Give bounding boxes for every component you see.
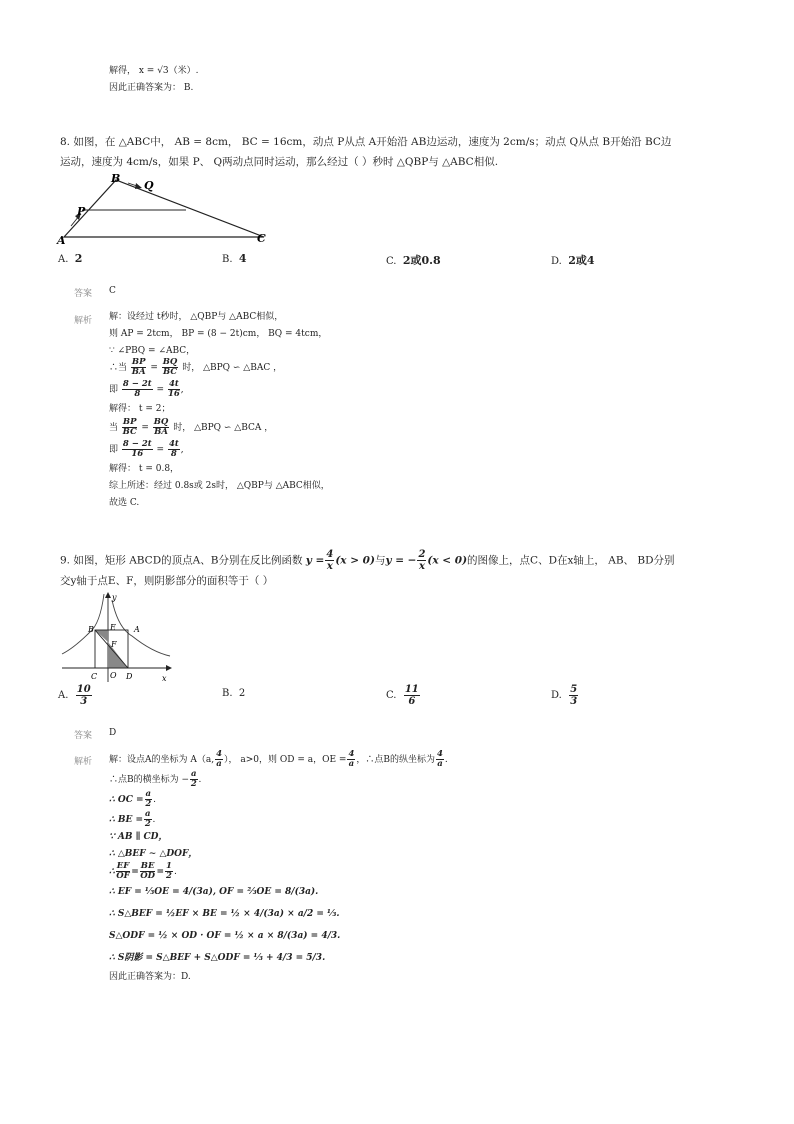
- q8-sol4-frac1: [131, 358, 147, 377]
- frac-num: 4: [348, 749, 355, 759]
- q8-solution-line-6: 解得： t = 2；: [109, 404, 171, 414]
- q8-sol4-post: 时， △BPQ ∽ △BAC ，: [182, 363, 283, 373]
- q9-label-b: B: [88, 625, 94, 634]
- q8-solution-line-11: 故选 C.: [109, 498, 140, 508]
- q9-sol1-frac2: [347, 750, 355, 769]
- q8-sol7-frac2: [153, 418, 170, 437]
- q8-option-b-key: B.: [222, 254, 233, 265]
- q8-option-b-value: 4: [238, 252, 247, 265]
- q8-triangle-figure: [56, 170, 276, 250]
- frac-num: 4t: [168, 439, 179, 449]
- frac-den: x: [326, 561, 333, 572]
- q9-fn2-frac: [417, 549, 426, 572]
- frac-den: BA: [154, 427, 168, 437]
- q9-solution-line-4: ∴ BE = $\frac{a}{2}$ .: [109, 809, 156, 829]
- q8-option-c-key: C.: [386, 256, 397, 267]
- q9-option-a: [58, 684, 93, 707]
- frac-num: BE: [140, 861, 155, 871]
- q8-sol4-pre: ∴当: [109, 363, 128, 373]
- frac-num: 8 − 2t: [122, 379, 152, 389]
- frac-den: 2: [166, 871, 172, 881]
- q8-option-c-value: 2或0.8: [402, 254, 441, 267]
- frac-num: BP: [131, 357, 146, 367]
- q9-label-f: F: [111, 640, 117, 649]
- q9-stem-line-1: [60, 549, 675, 572]
- frac-den: 3: [80, 696, 88, 707]
- q9-answer-value: D: [109, 728, 117, 738]
- q8-sol7-frac1: [122, 418, 138, 437]
- q9-option-d-key: D.: [551, 690, 562, 701]
- q9-solution-line-11: ∴ S阴影 = S△BEF + S△ODF = ⅓ + 4/3 = 5/3.: [109, 953, 326, 963]
- q9-sol1-d: .: [444, 755, 448, 765]
- q9-sol2-a: ∴点B的横坐标为 −: [109, 775, 190, 785]
- frac-num: 4: [216, 749, 223, 759]
- q8-solution-line-4: ∴当 $\frac{BP}{BA}$ = $\frac{BQ}{BC}$ 时， △BPQ ∽ △BAC ，: [109, 357, 283, 377]
- q8-solution-line-2: 则 AP = 2tcm， BP = (8 − 2t)cm， BQ = 4tcm，: [109, 329, 328, 339]
- q9-sol7-a: ∴: [109, 867, 115, 877]
- q8-option-d-key: D.: [551, 256, 562, 267]
- q9-solution-line-9: ∴ S△BEF = ½EF × BE = ½ × 4/(3a) × a/2 = ⅓.: [109, 909, 340, 919]
- frac-den: OF: [116, 871, 130, 881]
- q9-sol2-frac: [190, 770, 198, 789]
- q8-sol4-frac2: [162, 358, 179, 377]
- q8-solution-line-5: 即 $\frac{8 - 2t}{8}$ = $\frac{4t}{16}$ ,: [109, 379, 184, 399]
- q9-fn2-lhs: y = −: [385, 554, 417, 567]
- q9-solution-line-3: ∴ OC = $\frac{a}{2}$ .: [109, 789, 156, 809]
- q8-option-a: [58, 252, 82, 265]
- q9-label-e: E: [110, 623, 116, 632]
- q9-answer-label: 答案: [74, 731, 93, 741]
- frac-num: BP: [122, 417, 137, 427]
- q9-option-c-frac: [404, 684, 420, 707]
- frac-num: 11: [404, 684, 419, 695]
- frac-den: a: [216, 759, 222, 769]
- q9-stem-part-a: 9. 如图，矩形 ABCD的顶点A、B分别在反比例函数: [60, 554, 303, 567]
- q9-sol3-a: ∴ OC =: [109, 795, 144, 805]
- frac-num: 4t: [168, 379, 179, 389]
- frac-den: 3: [570, 696, 578, 707]
- frac-num: BQ: [153, 417, 169, 427]
- q8-stem-line-2: 运动，速度为 4cm/s，如果 P、 Q两动点同时运动，那么经过（ ）秒时 △QBP与 △ABC相似.: [60, 156, 499, 168]
- q9-label-a: A: [134, 625, 140, 634]
- q8-solution-line-1: 解：设经过 t秒时， △QBP与 △ABC相似，: [109, 312, 284, 322]
- q9-stem-part-c: 的图像上，点C、D在x轴上， AB、 BD分别: [467, 554, 675, 567]
- q9-label-y: y: [112, 593, 117, 602]
- q9-sol7-eq2: =: [156, 867, 165, 877]
- q9-solution-line-8: ∴ EF = ⅓OE = 4/(3a), OF = ⅔OE = 8/(3a).: [109, 887, 319, 897]
- prev-solution-line-1: 解得， x = √3（米）.: [109, 66, 199, 76]
- q9-sol7-frac3: [165, 862, 173, 881]
- q8-sol8-frac2: [168, 440, 180, 459]
- q8-label-a: A: [57, 234, 66, 247]
- q8-label-q: Q: [144, 179, 154, 192]
- frac-num: BQ: [162, 357, 178, 367]
- q8-option-d-value: 2或4: [568, 254, 595, 267]
- q9-option-c-key: C.: [386, 690, 397, 701]
- q8-solution-line-7: 当 $\frac{BP}{BC}$ = $\frac{BQ}{BA}$ 时， △BPQ ∽ △BCA ，: [109, 417, 274, 437]
- frac-num: EF: [116, 861, 130, 871]
- q9-option-a-key: A.: [58, 690, 69, 701]
- q9-graph-figure: [60, 590, 175, 685]
- q9-option-c: [386, 684, 421, 707]
- q9-solution-line-10: S△ODF = ½ × OD · OF = ½ × a × 8/(3a) = 4/3.: [109, 931, 341, 941]
- q8-label-p: P: [77, 205, 86, 218]
- frac-den: 2: [190, 779, 197, 789]
- q9-label-d: D: [126, 672, 133, 681]
- frac-num: a: [145, 809, 151, 819]
- q9-sol1-a: 解：设点A的坐标为 A（a,: [109, 755, 215, 765]
- q9-sol7-frac2: [140, 862, 156, 881]
- q8-sol5-frac1: [122, 380, 153, 399]
- frac-den: 2: [144, 819, 151, 829]
- q9-fn2-cond: (x < 0): [427, 554, 468, 567]
- q8-option-b: [222, 252, 247, 265]
- q9-fn1-lhs: y =: [305, 554, 325, 567]
- q9-label-o: O: [110, 671, 117, 680]
- q9-sol2-b: .: [198, 775, 202, 785]
- q8-solution-line-9: 解得： t = 0.8，: [109, 464, 180, 474]
- frac-den: 6: [408, 696, 416, 707]
- q9-solution-line-6: ∴ △BEF ∼ △DOF，: [109, 849, 198, 859]
- q9-sol1-frac1: [215, 750, 223, 769]
- frac-den: x: [418, 561, 425, 572]
- q8-option-a-value: 2: [74, 252, 83, 265]
- frac-num: 5: [570, 684, 578, 695]
- q8-solution-line-8: 即 $\frac{8 - 2t}{16}$ = $\frac{4t}{8}$ ,: [109, 439, 184, 459]
- q8-sol8-pre: 即: [109, 445, 119, 455]
- q8-option-c: [386, 252, 441, 268]
- q8-sol8-frac1: [122, 440, 153, 459]
- frac-den: BA: [131, 367, 146, 377]
- q8-sol5-pre: 即: [109, 385, 119, 395]
- q9-label-x: x: [162, 674, 167, 683]
- q8-analysis-label: 解析: [74, 316, 93, 326]
- q9-solution-line-12: 因此正确答案为：D.: [109, 972, 191, 982]
- frac-den: 8: [170, 449, 177, 459]
- q9-sol7-eq1: =: [131, 867, 139, 877]
- frac-den: 16: [167, 389, 180, 399]
- q9-fn1-frac: [325, 549, 334, 572]
- q8-sol7-post: 时， △BPQ ∽ △BCA ，: [173, 423, 274, 433]
- frac-den: 8: [134, 389, 141, 399]
- q8-solution-line-3: ∵ ∠PBQ = ∠ABC，: [109, 346, 196, 356]
- q8-answer-value: C: [109, 286, 116, 296]
- frac-den: a: [348, 759, 355, 769]
- frac-num: 2: [418, 549, 426, 560]
- frac-den: BC: [162, 367, 178, 377]
- q9-solution-line-7: ∴ $\frac{EF}{OF}$ = $\frac{BE}{OD}$ = $\frac{1}{2}$ .: [109, 861, 177, 881]
- q9-label-c: C: [91, 672, 98, 681]
- q9-option-b-key: B.: [222, 688, 233, 699]
- q8-sol5-frac2: [168, 380, 180, 399]
- q8-sol7-pre: 当: [109, 423, 119, 433]
- q9-stem-part-b: 与: [374, 554, 386, 567]
- q9-fn1-cond: (x > 0): [335, 554, 375, 567]
- q9-sol1-b: ）， a>0，则 OD = a，OE =: [224, 755, 347, 765]
- q9-analysis-label: 解析: [74, 757, 93, 767]
- frac-den: OD: [140, 871, 156, 881]
- frac-num: a: [145, 789, 152, 799]
- frac-den: 16: [131, 449, 144, 459]
- frac-num: 1: [166, 861, 172, 871]
- frac-num: 10: [76, 684, 91, 695]
- q9-sol1-frac3: [436, 750, 444, 769]
- q8-option-a-key: A.: [58, 254, 69, 265]
- q9-option-b-value: 2: [238, 688, 246, 699]
- q8-option-d: [551, 252, 595, 268]
- q8-answer-label: 答案: [74, 289, 93, 299]
- frac-den: a: [437, 759, 443, 769]
- q9-sol7-frac1: [116, 862, 131, 881]
- q9-solution-line-1: [109, 750, 448, 769]
- q8-label-b: B: [111, 172, 121, 185]
- q9-solution-line-2: [109, 770, 201, 789]
- q9-option-d: [551, 684, 579, 707]
- frac-den: BC: [122, 427, 137, 437]
- q9-stem-line-2: 交y轴于点E、F，则阴影部分的面积等于（ ）: [60, 575, 274, 587]
- frac-num: 4: [326, 549, 334, 560]
- q9-sol4-a: ∴ BE =: [109, 815, 144, 825]
- frac-num: a: [191, 769, 197, 779]
- frac-num: 8 − 2t: [122, 439, 152, 449]
- q9-sol4-frac: [144, 810, 152, 829]
- q9-option-a-frac: [76, 684, 92, 707]
- frac-num: 4: [437, 749, 443, 759]
- q8-stem-line-1: 8. 如图，在 △ABC中， AB = 8cm， BC = 16cm，动点 P从点 A开始沿 AB边运动，速度为 2cm/s；动点 Q从点 B开始沿 BC边: [60, 136, 672, 148]
- q9-sol1-c: ，∴点B的纵坐标为: [356, 755, 435, 765]
- frac-den: 2: [145, 799, 152, 809]
- q9-sol3-frac: [145, 790, 153, 809]
- q8-label-c: C: [257, 232, 266, 245]
- q9-option-b: [222, 688, 245, 699]
- q8-solution-line-10: 综上所述：经过 0.8s或 2s时， △QBP与 △ABC相似，: [109, 481, 330, 491]
- q9-option-d-frac: [569, 684, 578, 707]
- q9-solution-line-5: ∵ AB ∥ CD，: [109, 832, 168, 842]
- prev-solution-line-2: 因此正确答案为： B.: [109, 83, 194, 93]
